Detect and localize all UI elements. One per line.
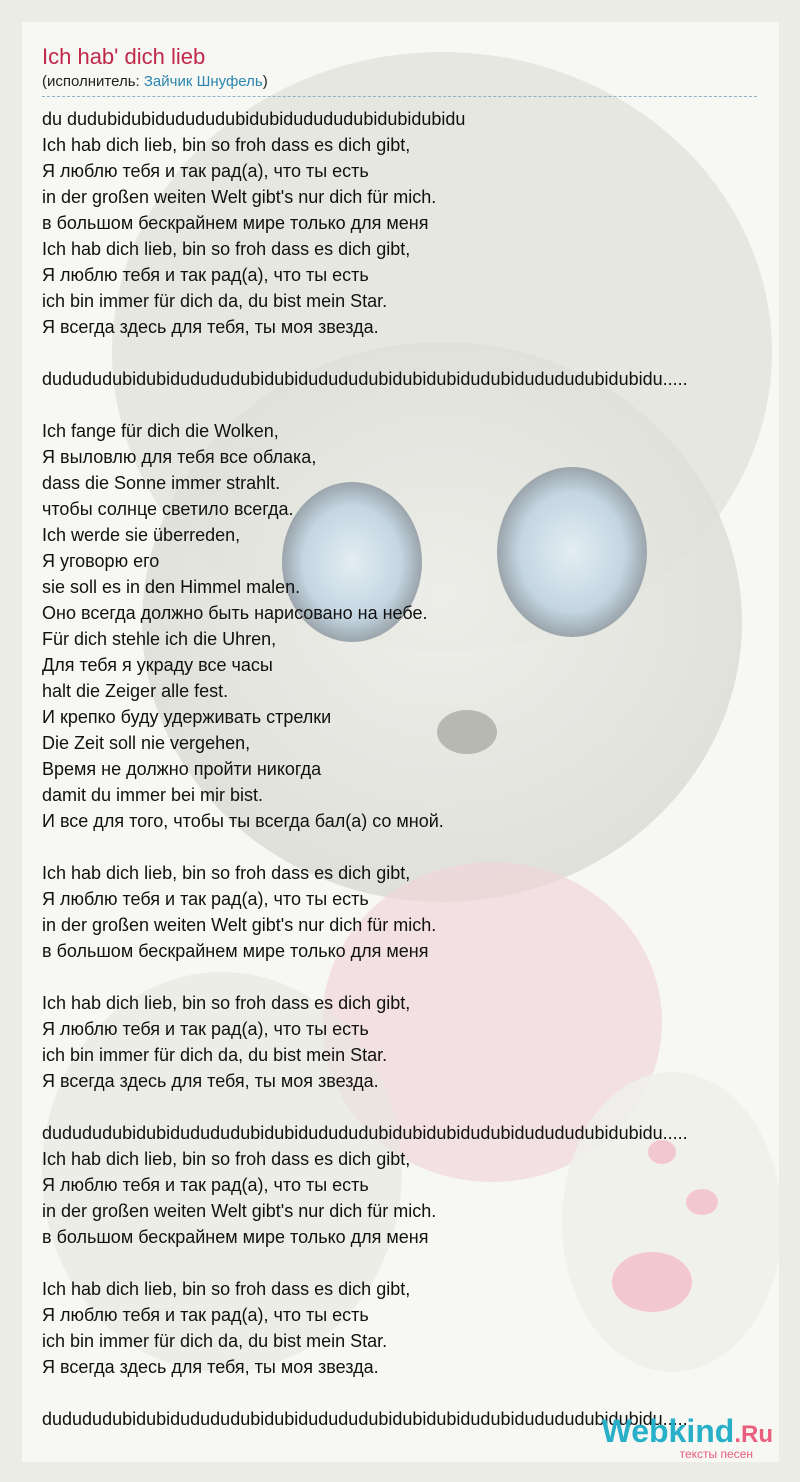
logo-tagline: тексты песен [679,1447,753,1461]
lyrics-line: Ich hab dich lieb, bin so froh dass es dich gibt, [42,239,411,259]
lyrics-line: damit du immer bei mir bist. [42,785,264,805]
lyrics-line: чтобы солнце светило всегда. [42,499,294,519]
lyrics-line: dudududubidubidudududubidubidudududubidubidubidudubidudududubidubidu..... [42,1123,688,1143]
lyrics-line: И крепко буду удерживать стрелки [42,707,332,727]
lyrics-line: Я люблю тебя и так рад(а), что ты есть [42,1175,369,1195]
lyrics-line: в большом бескрайнем мире только для меня [42,1227,429,1247]
performer-line [42,72,757,97]
lyrics-line: Die Zeit soll nie vergehen, [42,733,251,753]
lyrics-line: Я люблю тебя и так рад(а), что ты есть [42,889,369,909]
lyrics-line: in der großen weiten Welt gibt's nur dich für mich. [42,187,437,207]
lyrics-line: Я люблю тебя и так рад(а), что ты есть [42,161,369,181]
lyrics-line: в большом бескрайнем мире только для меня [42,213,429,233]
lyrics-blank-line [42,392,762,418]
lyrics-line: Ich hab dich lieb, bin so froh dass es dich gibt, [42,1149,411,1169]
lyrics-blank-line [42,1380,762,1406]
lyrics-line: Время не должно пройти никогда [42,759,322,779]
lyrics-line: Für dich stehle ich die Uhren, [42,629,277,649]
lyrics-line: Ich hab dich lieb, bin so froh dass es dich gibt, [42,1279,411,1299]
lyrics-line: Я всегда здесь для тебя, ты моя звезда. [42,1357,379,1377]
lyrics-blank-line [42,340,762,366]
lyrics-text [42,106,762,1432]
lyrics-blank-line [42,834,762,860]
site-logo[interactable] [602,1415,773,1461]
lyrics-line: Я люблю тебя и так рад(а), что ты есть [42,1305,369,1325]
lyrics-line: in der großen weiten Welt gibt's nur dich für mich. [42,1201,437,1221]
lyrics-line: Я люблю тебя и так рад(а), что ты есть [42,265,369,285]
lyrics-line: Я всегда здесь для тебя, ты моя звезда. [42,317,379,337]
lyrics-line: И все для того, чтобы ты всегда бал(а) со мной. [42,811,444,831]
lyrics-line: Ich fange für dich die Wolken, [42,421,279,441]
lyrics-line: Я всегда здесь для тебя, ты моя звезда. [42,1071,379,1091]
lyrics-blank-line [42,1250,762,1276]
lyrics-line: Я люблю тебя и так рад(а), что ты есть [42,1019,369,1039]
lyrics-line: Я выловлю для тебя все облака, [42,447,317,467]
logo-text [602,1415,773,1451]
performer-prefix: (исполнитель: [42,73,144,90]
lyrics-line: Для тебя я украду все часы [42,655,273,675]
lyrics-line: в большом бескрайнем мире только для меня [42,941,429,961]
lyrics-line: Я уговорю его [42,551,160,571]
lyrics-line: Ich hab dich lieb, bin so froh dass es dich gibt, [42,135,411,155]
lyrics-blank-line [42,964,762,990]
lyrics-line: dass die Sonne immer strahlt. [42,473,281,493]
lyrics-content [42,42,762,1432]
lyrics-line: Ich werde sie überreden, [42,525,241,545]
lyrics-line: halt die Zeiger alle fest. [42,681,229,701]
lyrics-line: Ich hab dich lieb, bin so froh dass es dich gibt, [42,993,411,1013]
lyrics-blank-line [42,1094,762,1120]
lyrics-card [22,22,779,1462]
lyrics-line: dudududubidubidudududubidubidudududubidubidubidudubidudududubidubidu..... [42,369,688,389]
lyrics-line: dudududubidubidudududubidubidudududubidubidubidudubidudududubidubidu..... [42,1409,688,1429]
lyrics-line: ich bin immer für dich da, du bist mein Star. [42,1045,388,1065]
artist-link[interactable]: Зайчик Шнуфель [143,73,263,90]
lyrics-line: ich bin immer für dich da, du bist mein Star. [42,291,388,311]
lyrics-line: ich bin immer für dich da, du bist mein Star. [42,1331,388,1351]
lyrics-line: Ich hab dich lieb, bin so froh dass es dich gibt, [42,863,411,883]
lyrics-line: du dudubidubidudududubidubidudududubidubidubidu [42,109,466,129]
logo-suffix: .Ru [734,1421,773,1448]
logo-main: Webkind [601,1413,735,1449]
song-title: Ich hab' dich lieb [42,44,206,69]
lyrics-line: in der großen weiten Welt gibt's nur dich für mich. [42,915,437,935]
lyrics-line: sie soll es in den Himmel malen. [42,577,301,597]
performer-suffix: ) [262,73,268,90]
lyrics-line: Оно всегда должно быть нарисовано на небе. [42,603,428,623]
